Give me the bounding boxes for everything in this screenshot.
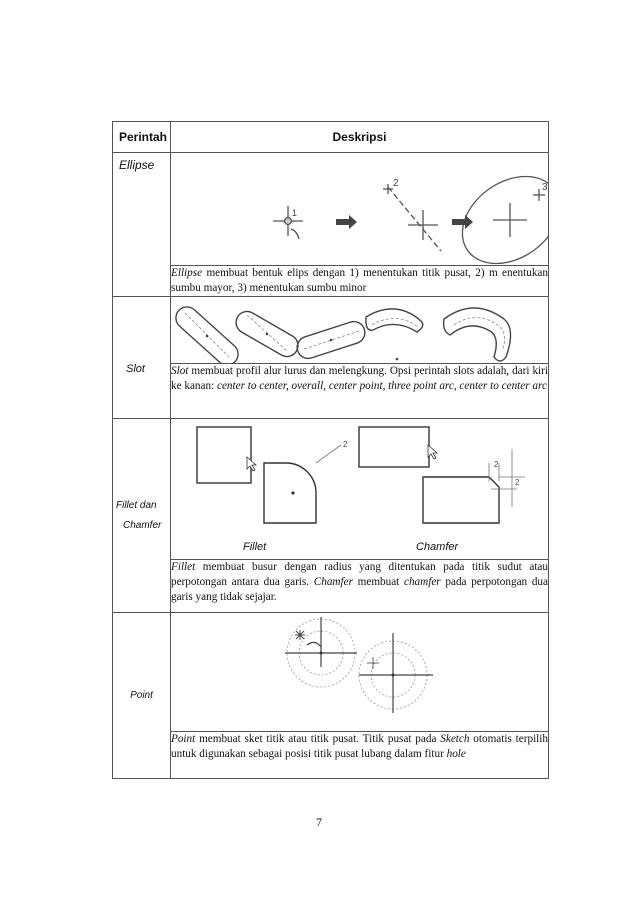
- description-text: membuat bentuk elips dengan 1) menentukan titik pusat, 2) m enentukan sumbu mayor, 3) menentukan sumbu minor: [171, 267, 548, 294]
- command-point: Point: [130, 690, 153, 701]
- table-row: [113, 364, 549, 419]
- figure-cell-slot: [171, 297, 549, 364]
- description-ellipse: [171, 266, 549, 297]
- description-text: membuat busur dengan radius yang ditentukan pada titik sudut atau perpotongan antara dua garis.: [171, 561, 548, 588]
- table-row: [113, 732, 549, 779]
- ellipse-label-1: 1: [292, 208, 298, 218]
- command-cell: [113, 613, 171, 779]
- term-point: Point: [171, 733, 196, 745]
- table-row: [113, 266, 549, 297]
- command-ellipse: Ellipse: [119, 158, 155, 172]
- figure-cell-fillet-chamfer: [171, 419, 549, 560]
- description-point: [171, 732, 549, 779]
- term-chamfer-lower: chamfer: [404, 576, 441, 588]
- point-figure: [171, 613, 549, 731]
- fillet-label-2: 2: [343, 440, 348, 449]
- command-table: [112, 121, 549, 779]
- description-text: membuat sket titik atau titik pusat. Titik pusat pada: [195, 733, 441, 745]
- table-row: [113, 153, 549, 266]
- command-slot: Slot: [126, 363, 145, 375]
- figure-cell-point: [171, 613, 549, 732]
- caption-chamfer: Chamfer: [416, 541, 459, 553]
- description-text: membuat: [352, 576, 404, 588]
- term-hole: hole: [446, 748, 466, 760]
- term-chamfer: Chamfer: [313, 576, 353, 588]
- term-sketch: Sketch: [440, 733, 470, 745]
- table-row: [113, 297, 549, 364]
- description-fillet-chamfer: [171, 560, 549, 613]
- command-fillet-chamfer-2: Chamfer: [123, 519, 162, 531]
- term-ellipse: Ellipse: [171, 267, 203, 279]
- command-cell: [113, 419, 171, 613]
- ellipse-label-2: 2: [393, 178, 399, 189]
- header-command: Perintah: [113, 122, 171, 153]
- chamfer-label-2b: 2: [515, 478, 520, 487]
- chamfer-label-2a: 2: [494, 460, 499, 469]
- figure-cell-ellipse: [171, 153, 549, 266]
- term-fillet: Fillet: [171, 561, 196, 573]
- command-fillet-chamfer-1: Fillet dan: [116, 499, 157, 511]
- table-row: [113, 613, 549, 732]
- caption-fillet: Fillet: [243, 541, 267, 553]
- slot-figure: [171, 297, 549, 363]
- header-description: Deskripsi: [171, 122, 549, 153]
- table-row: [113, 560, 549, 613]
- header-row: [113, 122, 549, 153]
- fillet-chamfer-figure: [171, 419, 549, 559]
- description-text: pada perpotongan dua garis yang tidak sejajar.: [171, 576, 548, 603]
- description-text: membuat profil alur lurus dan melengkung. Opsi perintah slots adalah, dari kiri ke kanan:: [171, 365, 548, 392]
- slot-options: center to center, overall, center point, three point arc, center to center arc: [216, 380, 547, 392]
- ellipse-label-3: 3: [542, 182, 548, 193]
- page-number: 7: [316, 815, 322, 829]
- table-row: [113, 419, 549, 560]
- description-slot: [171, 364, 549, 419]
- term-slot: Slot: [171, 365, 189, 377]
- description-text: otomatis terpilih untuk digunakan sebagai posisi titik pusat lubang dalam fitur: [171, 733, 548, 760]
- command-cell: [113, 153, 171, 297]
- command-cell: [113, 297, 171, 419]
- ellipse-figure: [171, 153, 549, 265]
